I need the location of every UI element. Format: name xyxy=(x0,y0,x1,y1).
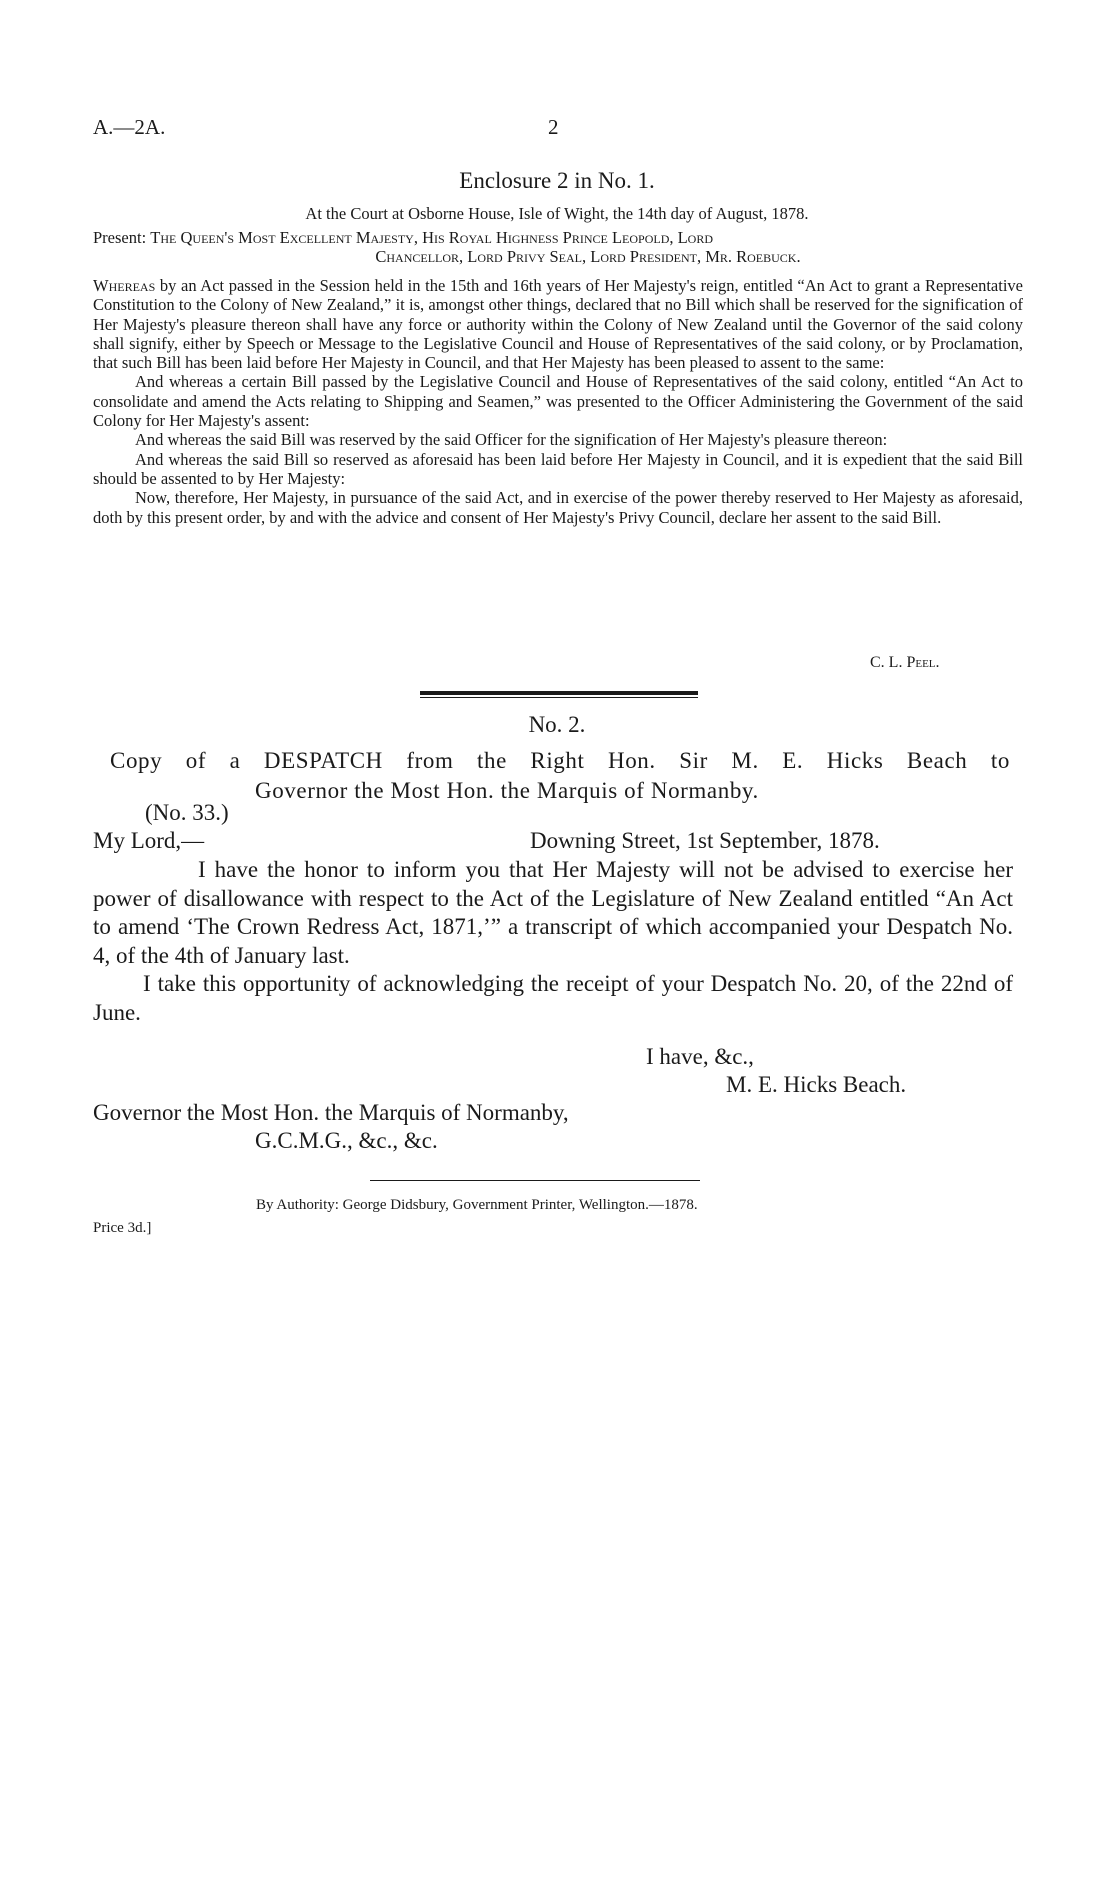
despatch-signature: M. E. Hicks Beach. xyxy=(726,1072,907,1097)
despatch-heading-line-2: Governor the Most Hon. the Marquis of Normanby. xyxy=(255,778,759,803)
salutation: My Lord,— xyxy=(93,828,205,853)
printer-authority: By Authority: George Didsbury, Government Printer, Wellington.—1878. xyxy=(256,1197,698,1213)
present-line-2: Chancellor, Lord Privy Seal, Lord President, Mr. Roebuck. xyxy=(375,247,801,266)
order-paragraph: And whereas a certain Bill passed by the Legislative Council and House of Representatives of the said colony, entitled “An Act to consolidate and amend the Acts relating to Shipping and Seamen,” was presented to the Officer Administering the Government of the said Colony for Her Majesty's assent: xyxy=(93,372,1023,431)
page-number: 2 xyxy=(548,115,559,139)
order-paragraph-text: by an Act passed in the Session held in the 15th and 16th years of Her Majesty's reign, entitled “An Act to grant a Representative Constitution to the Colony of New Zealand,” it is, amongst other things, declared that no Bill which shall be reserved for the signification of Her Majesty's pleasure thereon shall have any force or authority within the Colony of New Zealand until the Governor of the said colony shall signify, either by Speech or Message to the Legislative Council and House of Representatives of the said colony, or by Proclamation, that such Bill has been laid before Her Majesty in Council, and that Her Majesty has been pleased to assent to the same: xyxy=(93,276,1023,373)
addressee-line-1: Governor the Most Hon. the Marquis of Normanby, xyxy=(93,1100,569,1125)
court-line: At the Court at Osborne House, Isle of Wight, the 14th day of August, 1878. xyxy=(305,204,809,223)
document-reference: A.—2A. xyxy=(93,115,166,139)
despatch-number: No. 2. xyxy=(528,712,586,737)
section-divider xyxy=(420,691,698,695)
present-line-1: The Queen's Most Excellent Majesty, His Royal Highness Prince Leopold, Lord xyxy=(150,228,714,247)
order-paragraph: And whereas the said Bill was reserved by the said Officer for the signification of Her Majesty's pleasure thereon: xyxy=(135,430,888,450)
enclosure-title: Enclosure 2 in No. 1. xyxy=(459,168,655,193)
order-paragraph xyxy=(93,276,1023,372)
present-block xyxy=(93,228,1023,266)
present-label: Present: xyxy=(93,228,147,247)
addressee-line-2: G.C.M.G., &c., &c. xyxy=(255,1128,438,1153)
order-paragraph: Now, therefore, Her Majesty, in pursuance of the said Act, and in exercise of the power thereby reserved to Her Majesty as aforesaid, doth by this present order, by and with the advice and consent of Her Majesty's Privy Council, declare her assent to the said Bill. xyxy=(93,488,1023,527)
section-divider-thin xyxy=(420,697,698,698)
despatch-paragraph: I take this opportunity of acknowledging the receipt of your Despatch No. 20, of the 22nd of June. xyxy=(93,971,1013,1025)
despatch-reference: (No. 33.) xyxy=(145,800,229,825)
whereas-word: Whereas xyxy=(93,276,156,295)
despatch-heading-line-1: Copy of a DESPATCH from the Right Hon. Sir M. E. Hicks Beach to xyxy=(110,748,1010,773)
despatch-body xyxy=(93,856,1013,1027)
order-in-council-text xyxy=(93,276,1023,527)
price: Price 3d.] xyxy=(93,1220,152,1236)
closing: I have, &c., xyxy=(646,1044,754,1069)
footer-divider xyxy=(370,1180,700,1181)
despatch-paragraph: I have the honor to inform you that Her Majesty will not be advised to exercise her power of disallowance with respect to the Act of the Legislature of New Zealand entitled “An Act to amend ‘The Crown Redress Act, 1871,’” a transcript of which accompanied your Despatch No. 4, of the 4th of January last. xyxy=(93,857,1013,968)
place-date: Downing Street, 1st September, 1878. xyxy=(530,828,880,853)
order-paragraph: And whereas the said Bill so reserved as aforesaid has been laid before Her Majesty in Council, and it is expedient that the said Bill should be assented to by Her Majesty: xyxy=(93,449,1023,488)
enclosure-signature: C. L. Peel. xyxy=(870,654,940,671)
